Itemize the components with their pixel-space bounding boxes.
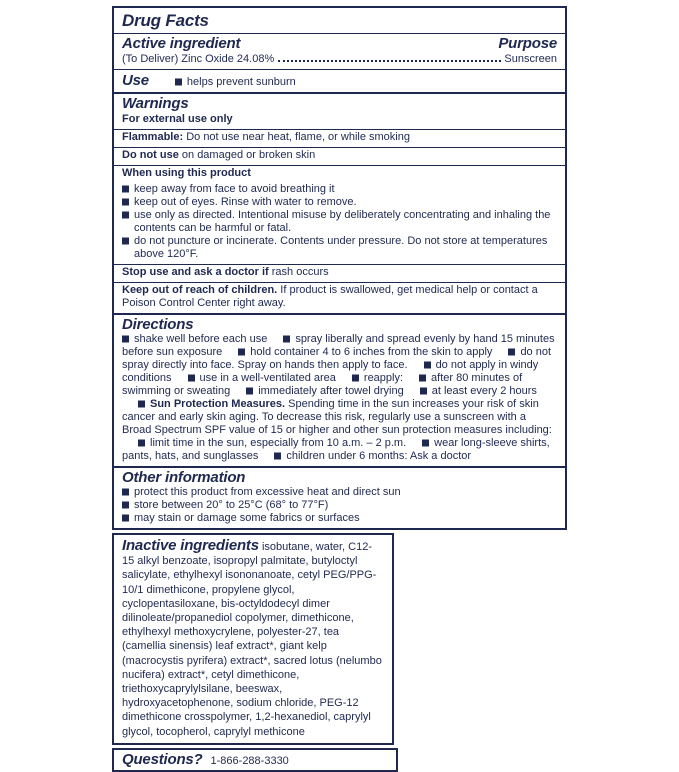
bullet-square-icon — [246, 388, 253, 395]
drug-facts-title: Drug Facts — [122, 11, 209, 30]
bullet-square-icon — [122, 199, 129, 206]
inactive-ingredients-text — [114, 535, 392, 743]
drug-facts-main-panel — [112, 6, 567, 530]
list-item: store between 20° to 25°C (68° to 77°F) — [122, 499, 557, 512]
use-item: helps prevent sunburn — [186, 76, 296, 88]
list-item: do not puncture or incinerate. Contents under pressure. Do not store at temperatures above 120°F. — [122, 235, 557, 261]
bullet-square-icon — [122, 238, 129, 245]
bullet-square-icon — [424, 362, 431, 369]
bullet-square-icon — [422, 440, 429, 447]
active-ingredient-value: (To Deliver) Zinc Oxide 24.08% — [122, 53, 275, 65]
bullet-square-icon — [122, 212, 129, 219]
use-section — [114, 70, 565, 92]
active-ingredient-heading: Active ingredient — [122, 35, 241, 52]
warnings-row: Keep out of reach of children. If product is swallowed, get medical help or contact a Poison Control Center right away. — [122, 284, 538, 309]
bullet-square-icon — [283, 336, 290, 343]
questions-panel — [112, 748, 398, 772]
purpose-heading: Purpose — [498, 35, 557, 52]
warnings-blocks — [114, 112, 565, 313]
directions-heading: Directions — [122, 316, 194, 333]
bullet-square-icon — [188, 375, 195, 382]
bullet-square-icon — [122, 186, 129, 193]
bullet-square-icon — [419, 375, 426, 382]
bullet-square-icon — [238, 349, 245, 356]
warnings-heading: Warnings — [122, 95, 189, 112]
bullet-square-icon — [122, 336, 129, 343]
warnings-bullet-list — [114, 183, 565, 264]
other-information-section — [114, 468, 565, 528]
bullet-square-icon — [122, 515, 129, 522]
drug-facts-label — [112, 6, 567, 772]
bullet-square-icon — [138, 401, 145, 408]
warnings-row: Stop use and ask a doctor if rash occurs — [122, 266, 329, 278]
active-ingredient-section — [114, 34, 565, 69]
bullet-square-icon — [175, 79, 182, 86]
list-item: use only as directed. Intentional misuse by deliberately concentrating and inhaling the contents can be harmful or fatal. — [122, 209, 557, 235]
bullet-square-icon — [508, 349, 515, 356]
warnings-section — [114, 94, 565, 313]
bullet-square-icon — [420, 388, 427, 395]
dotted-leader — [278, 60, 501, 62]
purpose-value: Sunscreen — [504, 53, 557, 65]
inactive-ingredients-value: isobutane, water, C12-15 alkyl benzoate, isopropyl palmitate, butyloctyl salicylate, ethylhexyl isononanoate, cetyl PEG/PPG-10/1 dimethicone, propylene glycol, cyclopentasiloxane, bis-octyldodecyl dimer dilinoleate/propanediol copolymer, dimethicone, ethylhexyl methoxycrylene, polyester-27, tea (camellia sinensis) leaf extract*, giant kelp (macrocystis pyrifera) extract*, sacred lotus (nelumbo nucifera) extract*, cetyl dimethicone, triethoxycaprylylsilane, beeswax, hydroxyacetophenone, sodium chloride, PEG-12 dimethicone crosspolymer, 1,2-hexanediol, caprylyl glycol, tocopherol, caprylyl methicone — [122, 541, 382, 738]
other-information-list — [122, 486, 557, 525]
bullet-square-icon — [138, 440, 145, 447]
warnings-row: Do not use on damaged or broken skin — [122, 149, 316, 161]
list-item: protect this product from excessive heat and direct sun — [122, 486, 557, 499]
bullet-square-icon — [274, 453, 281, 460]
list-item: may stain or damage some fabrics or surfaces — [122, 512, 557, 525]
questions-phone: 1-866-288-3330 — [210, 754, 289, 767]
directions-section — [114, 315, 565, 466]
other-information-heading: Other information — [122, 469, 246, 486]
warnings-row: For external use only — [122, 113, 233, 125]
directions-text: shake well before each use spray liberally and spread evenly by hand 15 minutes before sun exposure hold container 4 to 6 inches from the skin to apply do not spray directly into face. Spray on hands then apply to face. do not apply in windy conditions use in a well-ventilated area reapply: after 80 minutes of swimming or sweating immediately after towel drying at least every 2 hoursSun Protection Measures. Spending time in the sun increases your risk of skin cancer and early skin aging. To decrease this risk, regularly use a sunscreen with a Broad Spectrum SPF value of 15 or higher and other sun protection measures including:limit time in the sun, especially from 10 a.m. – 2 p.m. wear long-sleeve shirts, pants, hats, and sunglasses children under 6 months: Ask a doctor — [122, 333, 555, 462]
questions-heading: Questions? — [122, 750, 203, 768]
list-item: keep out of eyes. Rinse with water to remove. — [122, 196, 557, 209]
warnings-row: Flammable: Do not use near heat, flame, or while smoking — [122, 131, 410, 143]
warnings-row: When using this product — [122, 167, 251, 179]
bullet-square-icon — [122, 489, 129, 496]
bullet-square-icon — [352, 375, 359, 382]
inactive-ingredients-heading: Inactive ingredients — [122, 537, 259, 554]
inactive-ingredients-panel — [112, 533, 394, 745]
bullet-square-icon — [122, 502, 129, 509]
list-item: keep away from face to avoid breathing it — [122, 183, 557, 196]
use-heading: Use — [122, 72, 149, 89]
